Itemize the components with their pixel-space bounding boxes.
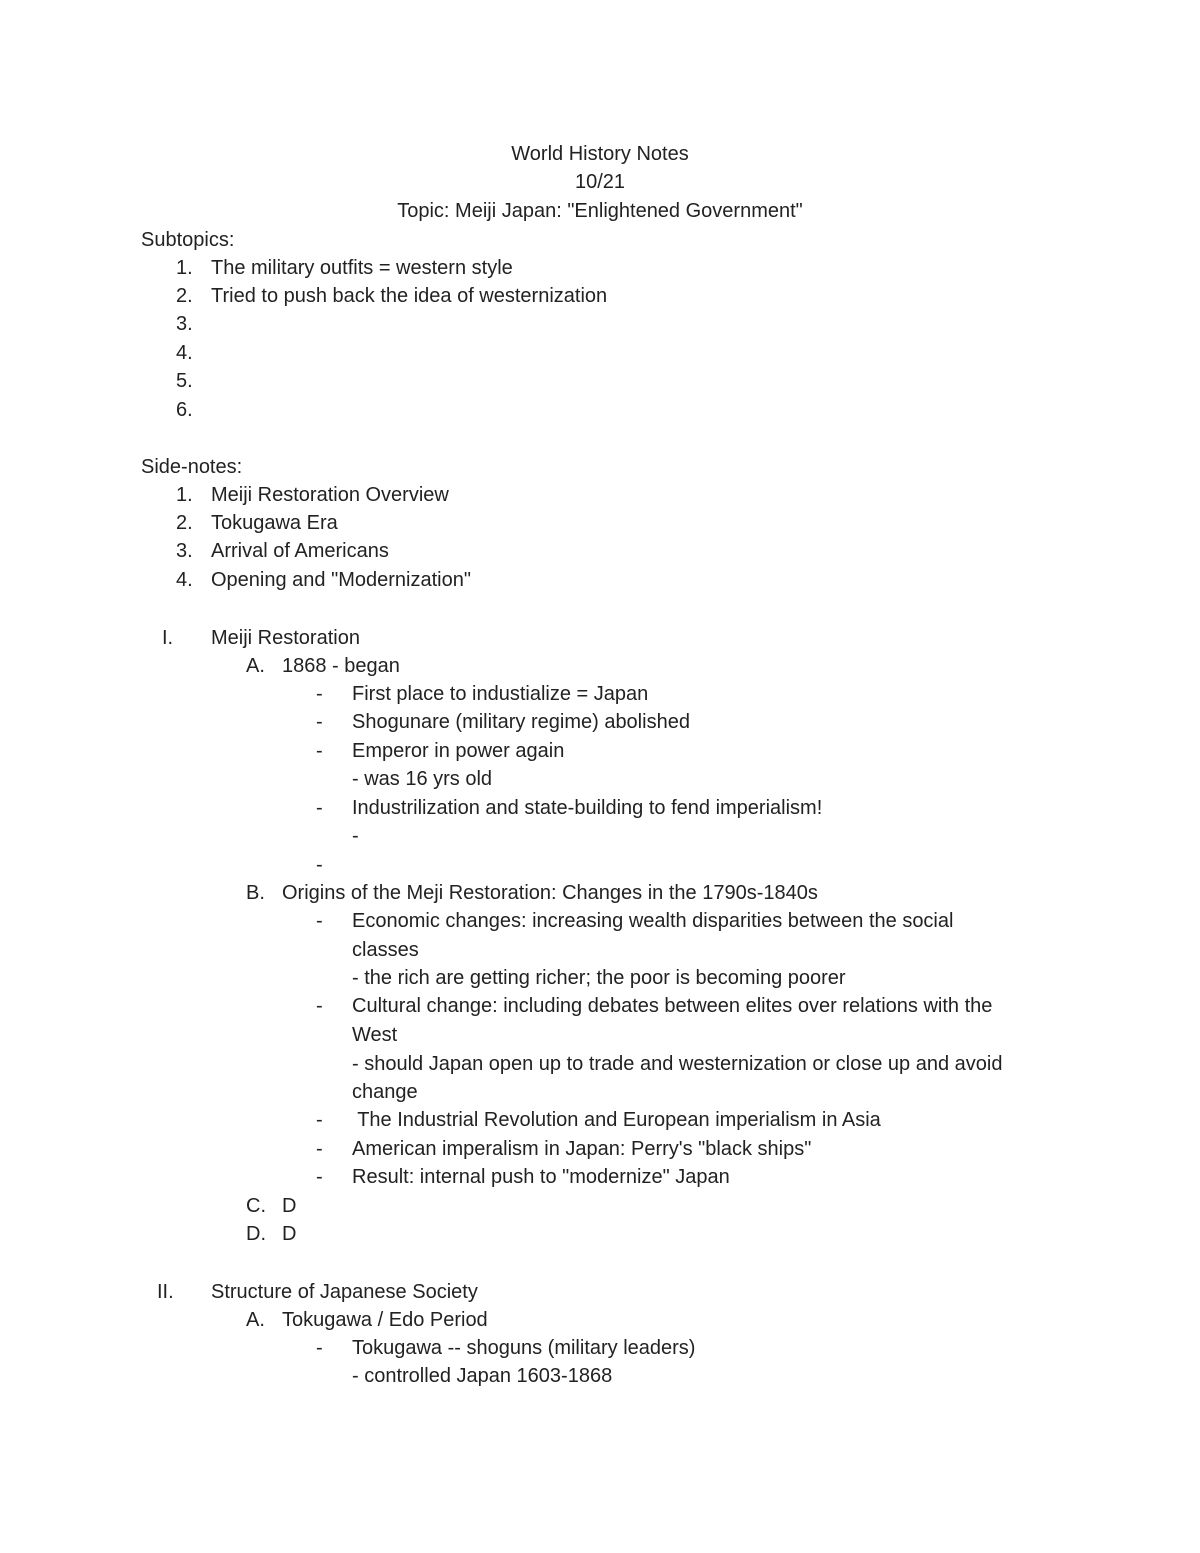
subtopic-text: Tried to push back the idea of westernization — [211, 285, 608, 307]
bullet-text-continued: classes — [352, 939, 419, 961]
subsection-letter: A. — [246, 1309, 265, 1331]
bullet-text: American imperalism in Japan: Perry's "black ships" — [352, 1138, 812, 1160]
bullet-dash: - — [316, 740, 323, 762]
bullet-dash: - — [316, 1109, 323, 1131]
doc-title: World History Notes — [511, 143, 689, 165]
section-number: I. — [162, 627, 174, 649]
doc-topic: Topic: Meiji Japan: "Enlightened Government" — [397, 200, 803, 222]
subtopic-number: 1. — [176, 257, 193, 279]
bullet-dash: - — [316, 683, 323, 705]
bullet-subnote: - — [352, 825, 359, 847]
bullet-text: Tokugawa -- shoguns (military leaders) — [352, 1337, 696, 1359]
bullet-subnote: - the rich are getting richer; the poor is becoming poorer — [352, 967, 846, 989]
bullet-dash: - — [316, 797, 323, 819]
bullet-dash: - — [316, 1337, 323, 1359]
bullet-text: First place to industialize = Japan — [352, 683, 649, 705]
subtopic-number: 5. — [176, 370, 193, 392]
bullet-text: The Industrial Revolution and European imperialism in Asia — [352, 1109, 881, 1131]
bullet-dash: - — [316, 995, 323, 1017]
subtopic-number: 6. — [176, 399, 193, 421]
bullet-dash: - — [316, 1138, 323, 1160]
bullet-text: Cultural change: including debates between elites over relations with the — [352, 995, 993, 1017]
bullet-subnote: - should Japan open up to trade and westernization or close up and avoid — [352, 1053, 1003, 1075]
bullet-text-continued: West — [352, 1024, 398, 1046]
subsection-letter: B. — [246, 882, 265, 904]
bullet-dash: - — [316, 910, 323, 932]
section-number: II. — [157, 1281, 174, 1303]
subtopics-heading: Subtopics: — [141, 229, 235, 251]
sidenote-text: Opening and "Modernization" — [211, 569, 471, 591]
bullet-text: Industrilization and state-building to fend imperialism! — [352, 797, 823, 819]
bullet-subnote: - was 16 yrs old — [352, 768, 493, 790]
section-title: Meiji Restoration — [211, 627, 360, 649]
sidenote-number: 1. — [176, 484, 193, 506]
bullet-dash: - — [316, 854, 323, 876]
sidenote-text: Tokugawa Era — [211, 512, 338, 534]
subsection-letter: D. — [246, 1223, 266, 1245]
subsection-title: D — [282, 1223, 297, 1245]
doc-date: 10/21 — [574, 171, 626, 193]
subtopic-number: 2. — [176, 285, 193, 307]
bullet-subnote-continued: change — [352, 1081, 418, 1103]
subtopic-number: 3. — [176, 313, 193, 335]
sidenote-number: 4. — [176, 569, 193, 591]
sidenotes-heading: Side-notes: — [141, 456, 243, 478]
subsection-title: D — [282, 1195, 297, 1217]
sidenote-number: 2. — [176, 512, 193, 534]
bullet-text: Shogunare (military regime) abolished — [352, 711, 690, 733]
bullet-text: Economic changes: increasing wealth disparities between the social — [352, 910, 954, 932]
sidenote-number: 3. — [176, 540, 193, 562]
bullet-subnote: - controlled Japan 1603-1868 — [352, 1365, 613, 1387]
bullet-dash: - — [316, 1166, 323, 1188]
subtopic-number: 4. — [176, 342, 193, 364]
bullet-text: Emperor in power again — [352, 740, 565, 762]
subsection-title: 1868 - began — [282, 655, 400, 677]
bullet-text: Result: internal push to "modernize" Japan — [352, 1166, 730, 1188]
subsection-title: Origins of the Meji Restoration: Changes in the 1790s-1840s — [282, 882, 818, 904]
bullet-dash: - — [316, 711, 323, 733]
sidenote-text: Arrival of Americans — [211, 540, 389, 562]
section-title: Structure of Japanese Society — [211, 1281, 478, 1303]
subsection-letter: C. — [246, 1195, 266, 1217]
sidenote-text: Meiji Restoration Overview — [211, 484, 449, 506]
subsection-letter: A. — [246, 655, 265, 677]
subsection-title: Tokugawa / Edo Period — [282, 1309, 488, 1331]
subtopic-text: The military outfits = western style — [211, 257, 513, 279]
